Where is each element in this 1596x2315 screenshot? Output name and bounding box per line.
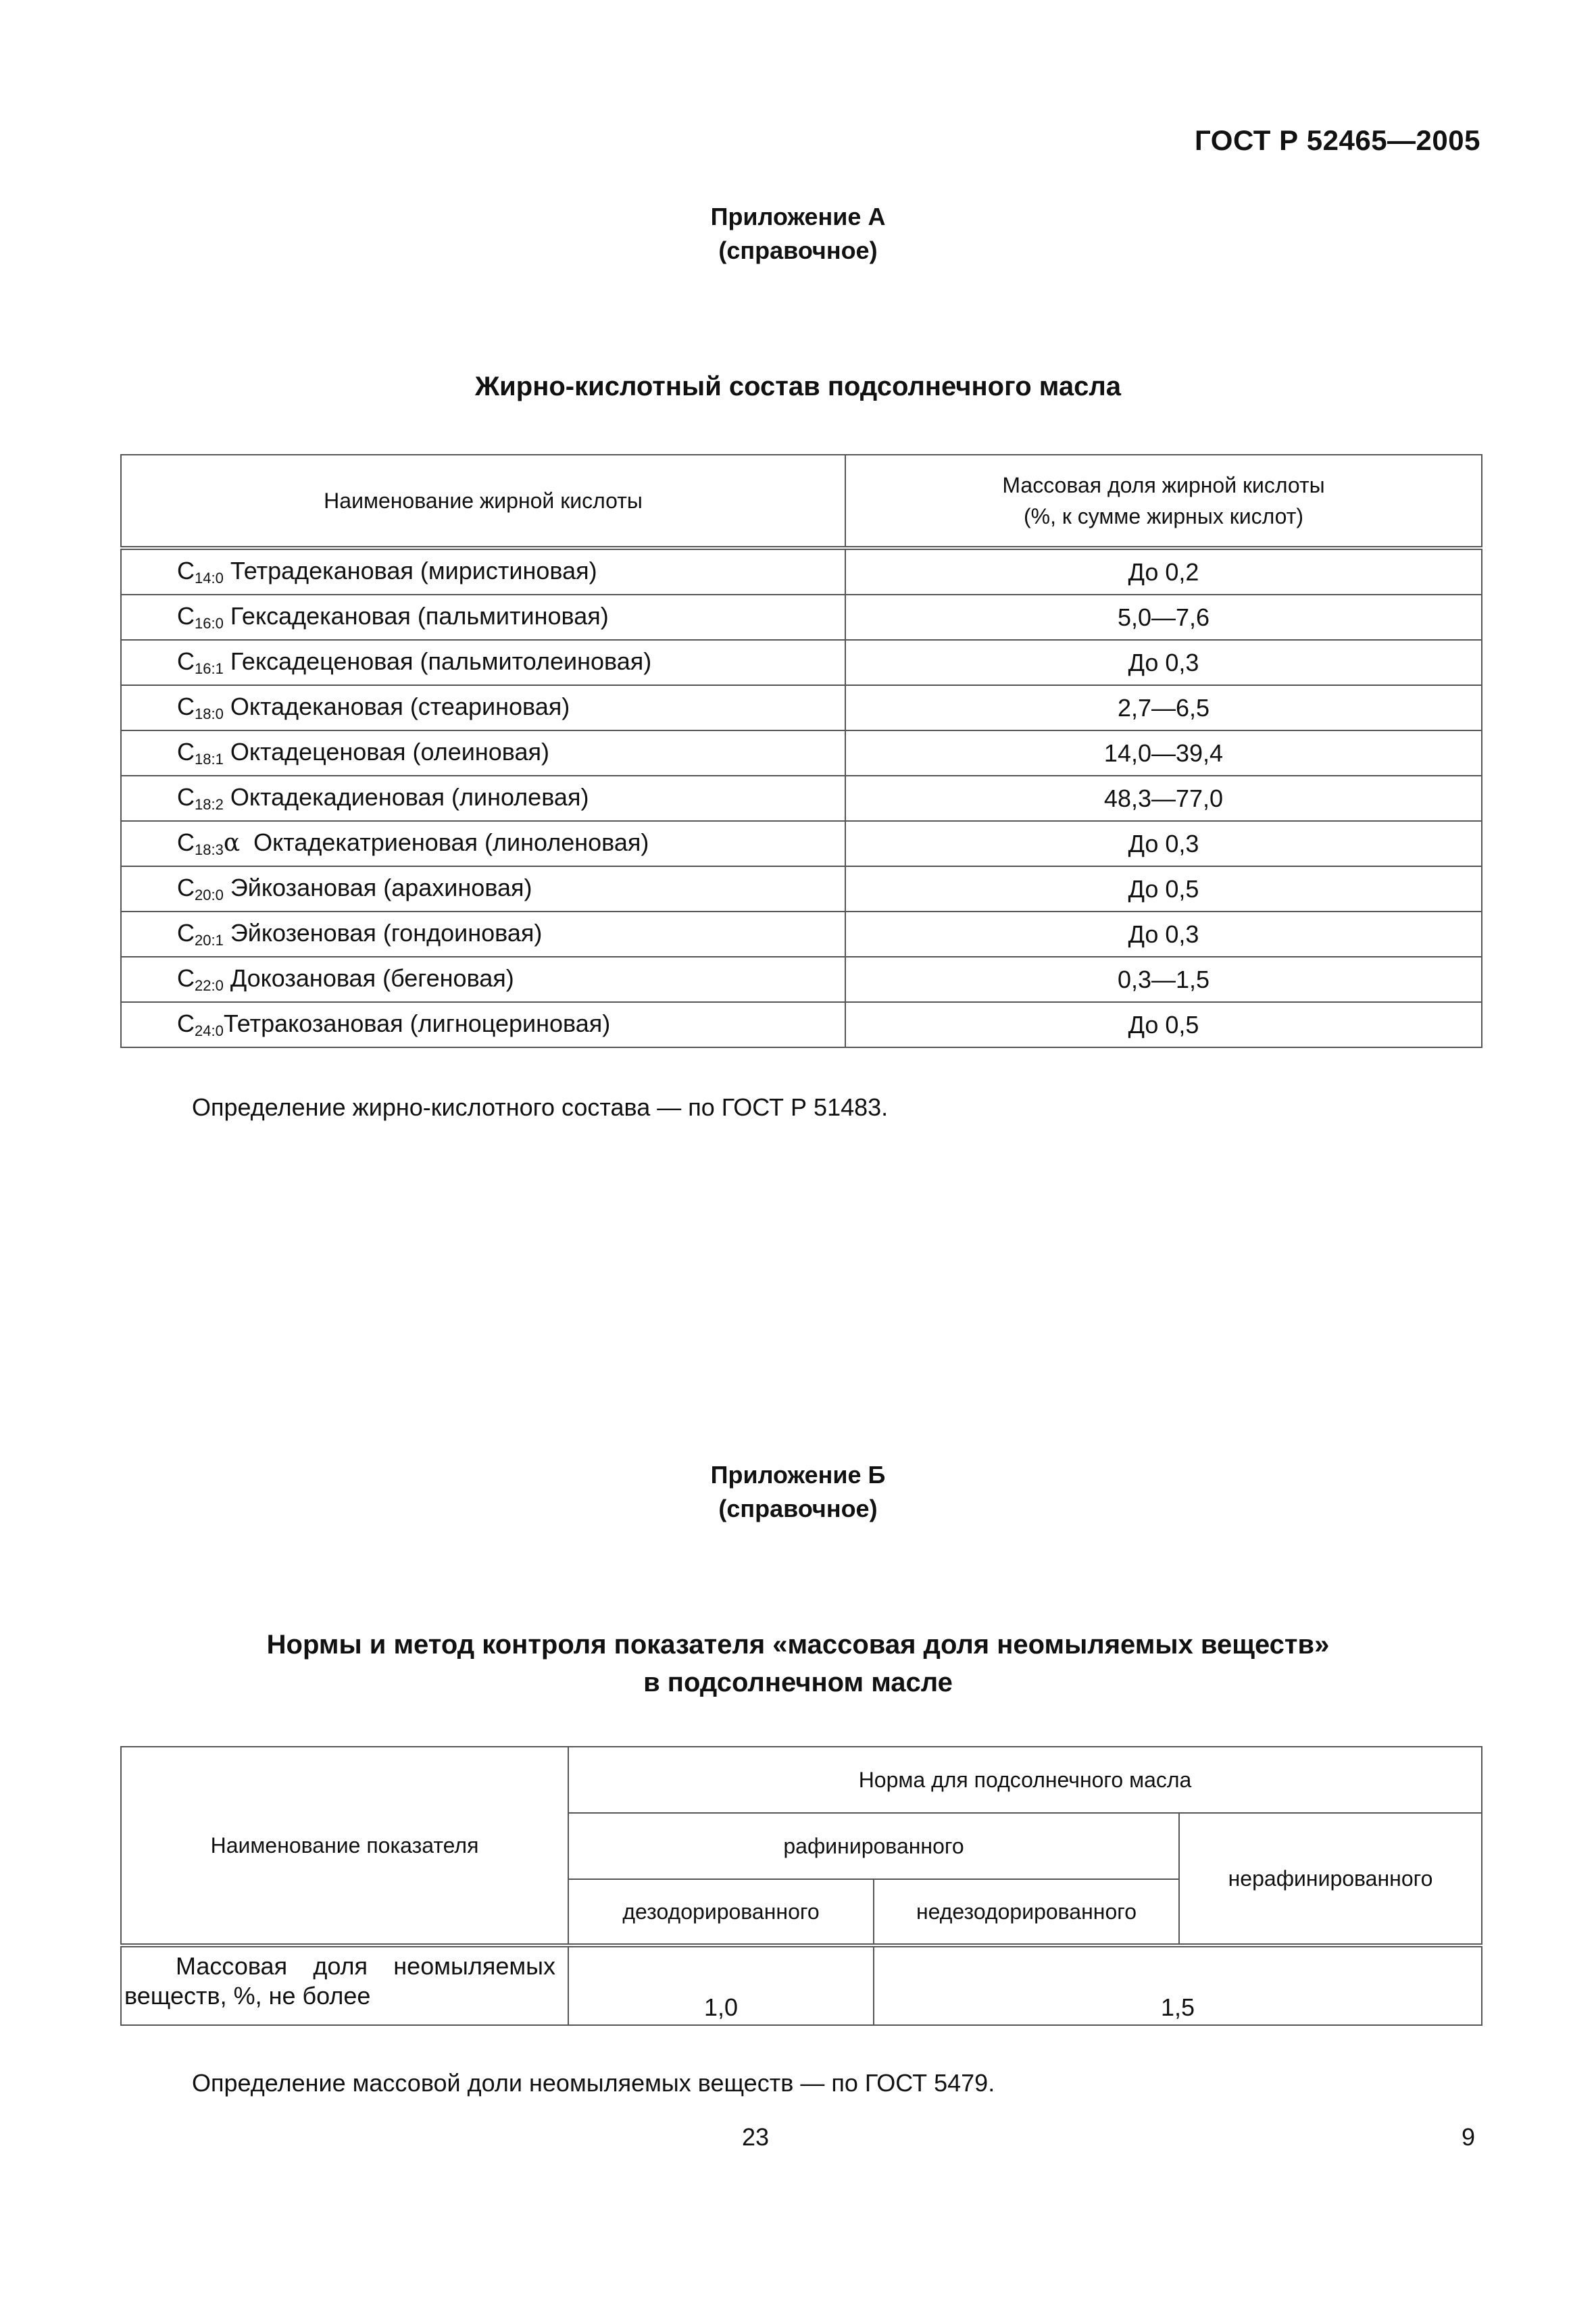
- fatty-acid-name-cell: [121, 595, 845, 640]
- table-row: [121, 957, 1482, 1002]
- indicator-line1: [122, 1951, 568, 1981]
- fatty-acid-name: Октадекадиеновая (линолевая): [223, 783, 589, 811]
- formula-subscript: 16:1: [195, 660, 224, 677]
- table-row: [121, 548, 1482, 595]
- refined-header: рафинированного: [568, 1813, 1179, 1879]
- formula-subscript: 18:1: [195, 751, 224, 768]
- formula-base: С: [177, 919, 195, 947]
- appendix-a-title: Жирно-кислотный состав подсолнечного масла: [475, 372, 1121, 401]
- fatty-acid-name: Эйкозановая (арахиновая): [223, 874, 532, 901]
- unrefined-header: нерафинированного: [1179, 1813, 1482, 1945]
- table-row: [121, 866, 1482, 912]
- formula-subscript: 24:0: [195, 1022, 224, 1039]
- formula-base: С: [177, 874, 195, 901]
- mass-fraction-value: 2,7—6,5: [845, 685, 1482, 730]
- value-deodorized: 1,0: [568, 1945, 874, 2025]
- table-row: [121, 1002, 1482, 1047]
- formula-base: С: [177, 828, 195, 856]
- indicator-word-2: доля: [313, 1952, 368, 1980]
- undeodorized-header: недезодорированного: [874, 1879, 1179, 1945]
- footer-center-number: 23: [742, 2123, 770, 2151]
- mass-fraction-value: До 0,3: [845, 912, 1482, 957]
- mass-fraction-header-line1: Массовая доля жирной кислоты: [1002, 473, 1325, 497]
- indicator-name-header: Наименование показателя: [121, 1747, 568, 1945]
- fatty-acid-name: Тетракозановая (лигноцериновая): [223, 1010, 611, 1037]
- table-row: [121, 821, 1482, 866]
- formula-suffix: α: [223, 829, 241, 857]
- fatty-acid-name: Октадекатриеновая (линоленовая): [240, 828, 649, 856]
- formula-base: С: [177, 693, 195, 720]
- fatty-acid-name: Гексадеценовая (пальмитолеиновая): [223, 647, 652, 675]
- page-number: 9: [1462, 2123, 1476, 2151]
- formula-subscript: 14:0: [195, 570, 224, 587]
- appendix-b-title-line2: в подсолнечном масле: [643, 1668, 953, 1697]
- mass-fraction-header: [845, 455, 1482, 548]
- deodorized-header: дезодорированного: [568, 1879, 874, 1945]
- fatty-acid-name-cell: [121, 1002, 845, 1047]
- fatty-acid-name-cell: [121, 866, 845, 912]
- fatty-acid-name-cell: [121, 730, 845, 776]
- fatty-acid-name-cell: [121, 640, 845, 685]
- indicator-word-3: неомыляемых: [393, 1952, 555, 1980]
- formula-base: С: [177, 602, 195, 630]
- fatty-acid-name-cell: [121, 685, 845, 730]
- fatty-acid-name: Докозановая (бегеновая): [223, 964, 514, 992]
- table-row: [121, 912, 1482, 957]
- fatty-acid-name: Эйкозеновая (гондоиновая): [223, 919, 543, 947]
- formula-base: С: [177, 557, 195, 584]
- fatty-acid-name: Октадекановая (стеариновая): [223, 693, 570, 720]
- appendix-b-heading: [0, 1458, 1596, 1526]
- table-row: [121, 640, 1482, 685]
- fatty-acid-name-header: Наименование жирной кислоты: [121, 455, 845, 548]
- formula-base: С: [177, 964, 195, 992]
- appendix-b-note: Определение массовой доли неомыляемых веществ — по ГОСТ 5479.: [192, 2069, 995, 2097]
- appendix-a-label: Приложение А: [710, 203, 886, 230]
- mass-fraction-value: До 0,3: [845, 640, 1482, 685]
- formula-base: С: [177, 647, 195, 675]
- formula-subscript: 18:3: [195, 841, 224, 858]
- mass-fraction-value: До 0,2: [845, 548, 1482, 595]
- mass-fraction-header-line2: (%, к сумме жирных кислот): [1023, 504, 1304, 528]
- fatty-acid-name-cell: [121, 776, 845, 821]
- appendix-a-kind: (справочное): [718, 237, 878, 264]
- fatty-acid-name-cell: [121, 912, 845, 957]
- unsaponifiable-norms-table: [120, 1746, 1482, 2026]
- mass-fraction-value: 14,0—39,4: [845, 730, 1482, 776]
- fatty-acid-name: Гексадекановая (пальмитиновая): [223, 602, 609, 630]
- indicator-line2: веществ, %, не более: [124, 1982, 371, 2010]
- formula-subscript: 20:1: [195, 932, 224, 949]
- value-undeodorized-unrefined: 1,5: [874, 1945, 1482, 2025]
- table-row: [121, 595, 1482, 640]
- appendix-b-title-line1: Нормы и метод контроля показателя «массовая доля неомыляемых веществ»: [266, 1630, 1330, 1660]
- fatty-acid-table: [120, 454, 1482, 1048]
- indicator-cell: [121, 1945, 568, 2025]
- fatty-acid-name: Октадеценовая (олеиновая): [223, 738, 549, 766]
- appendix-b-title: [0, 1626, 1596, 1701]
- norm-header: Норма для подсолнечного масла: [568, 1747, 1482, 1813]
- appendix-b-kind: (справочное): [718, 1495, 878, 1522]
- formula-subscript: 20:0: [195, 887, 224, 903]
- fatty-acid-name-cell: [121, 548, 845, 595]
- formula-base: С: [177, 1010, 195, 1037]
- fatty-acid-name-cell: [121, 821, 845, 866]
- mass-fraction-value: 48,3—77,0: [845, 776, 1482, 821]
- appendix-a-heading: [0, 200, 1596, 268]
- mass-fraction-value: До 0,5: [845, 866, 1482, 912]
- appendix-b-label: Приложение Б: [710, 1461, 886, 1489]
- formula-base: С: [177, 738, 195, 766]
- mass-fraction-value: До 0,5: [845, 1002, 1482, 1047]
- formula-subscript: 16:0: [195, 615, 224, 632]
- table-row: [121, 730, 1482, 776]
- indicator-word-1: Массовая: [176, 1952, 288, 1980]
- mass-fraction-value: 0,3—1,5: [845, 957, 1482, 1002]
- appendix-a-note: Определение жирно-кислотного состава — по ГОСТ Р 51483.: [192, 1093, 889, 1121]
- formula-subscript: 18:0: [195, 705, 224, 722]
- fatty-acid-table-header: [121, 455, 1482, 548]
- fatty-acid-name-cell: [121, 957, 845, 1002]
- table-row: [121, 685, 1482, 730]
- formula-subscript: 18:2: [195, 796, 224, 813]
- mass-fraction-value: 5,0—7,6: [845, 595, 1482, 640]
- table-row: [121, 776, 1482, 821]
- formula-base: С: [177, 783, 195, 811]
- mass-fraction-value: До 0,3: [845, 821, 1482, 866]
- table-row: [121, 1945, 1482, 2025]
- fatty-acid-name: Тетрадекановая (миристиновая): [223, 557, 597, 584]
- formula-subscript: 22:0: [195, 977, 224, 994]
- document-code: ГОСТ Р 52465—2005: [1195, 124, 1480, 156]
